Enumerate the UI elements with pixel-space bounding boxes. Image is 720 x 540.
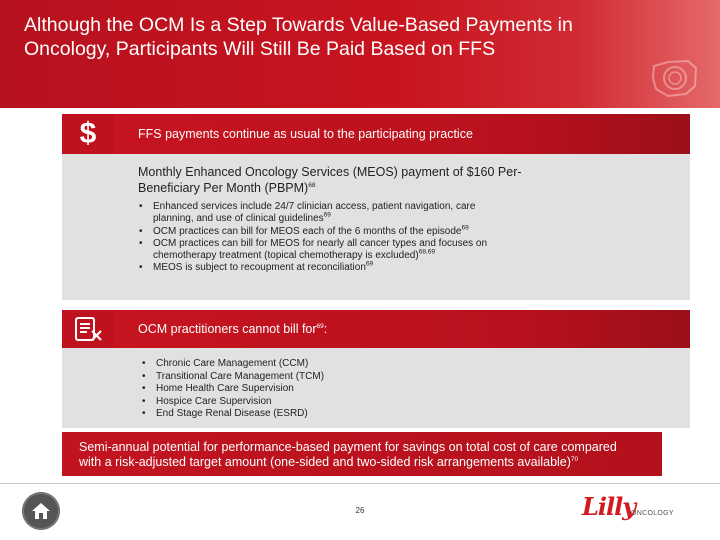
billing-icon-panel xyxy=(62,310,114,348)
meos-title: Monthly Enhanced Oncology Services (MEOS) payment of $160 Per-Beneficiary Per Month (PBPM)$^{68}$ xyxy=(138,165,522,195)
billing-document-icon xyxy=(73,315,103,343)
list-item: • OCM practices can bill for MEOS each of the 6 months of the episode$^{69}$ xyxy=(137,226,517,238)
list-item: • MEOS is subject to recoupment at reconciliation$^{69}$ xyxy=(137,262,517,274)
performance-payment-text: Semi-annual potential for performance-based payment for savings on total cost of care compared with a risk-adjusted target amount (one-sided and two-sided risk arrangements available)$^{70}$ xyxy=(79,440,617,469)
ocm-heading: OCM practitioners cannot bill for$^{69}$: xyxy=(138,322,328,336)
dollar-icon-panel xyxy=(62,114,114,154)
list-item: • Hospice Care Supervision xyxy=(140,396,400,409)
dollar-icon: $ xyxy=(79,117,97,150)
title-banner xyxy=(0,0,720,108)
list-item: • Home Health Care Supervision xyxy=(140,383,400,396)
list-item: • Transitional Care Management (TCM) xyxy=(140,371,400,384)
home-button[interactable] xyxy=(22,492,60,530)
performance-payment-box xyxy=(62,432,662,476)
seal-icon xyxy=(648,56,700,100)
list-item: • Chronic Care Management (CCM) xyxy=(140,358,400,371)
list-item: • Enhanced services include 24/7 clinician access, patient navigation, care planning, and use of clinical guidelines$^{69}$ xyxy=(137,201,517,226)
home-icon xyxy=(30,500,52,522)
page-number: 26 xyxy=(355,506,365,515)
list-item: • End Stage Renal Disease (ESRD) xyxy=(140,408,400,421)
page-title: Although the OCM Is a Step Towards Value-Based Payments in Oncology, Participants Will Still Be Paid Based on FFS xyxy=(24,14,573,60)
footer-divider xyxy=(0,483,720,484)
list-item: • OCM practices can bill for MEOS for nearly all cancer types and focuses on chemotherapy treatment (topical chemotherapy is excluded)$^{68,69}$ xyxy=(137,238,517,263)
ocm-heading-bar xyxy=(114,310,690,348)
ffs-heading: FFS payments continue as usual to the participating practice xyxy=(138,127,473,141)
ocm-exclusion-list xyxy=(140,358,400,421)
lilly-logo: Lilly xyxy=(582,492,636,521)
ffs-heading-bar xyxy=(114,114,690,154)
oncology-label: ONCOLOGY xyxy=(631,510,674,517)
meos-bullet-list xyxy=(137,201,517,275)
